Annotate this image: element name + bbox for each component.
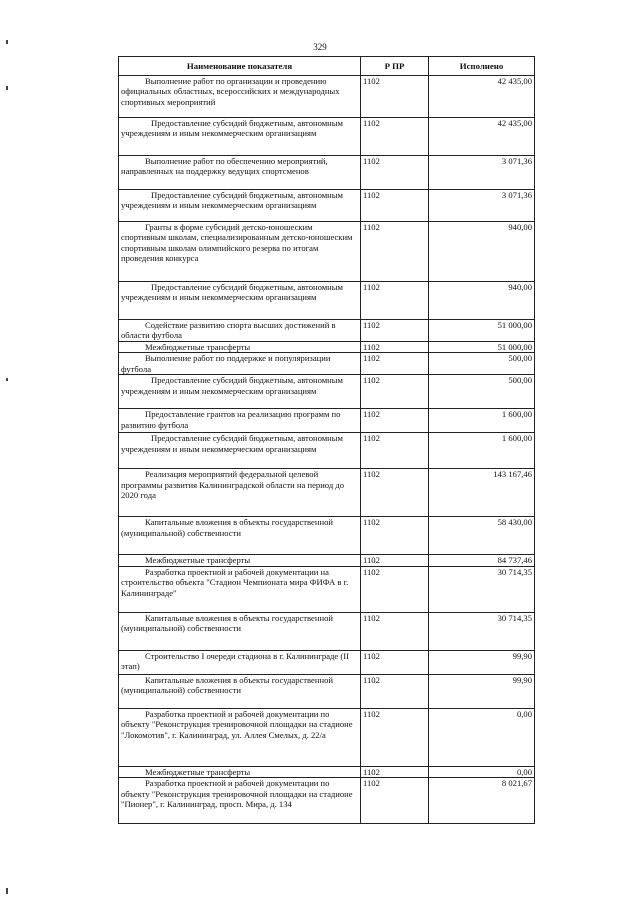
table-row [119, 555, 535, 566]
row-code: 1102 [361, 375, 429, 409]
row-name: Выполнение работ по организации и проведению официальных областных, всероссийских и международных спортивных мероприятий [119, 76, 361, 118]
row-code: 1102 [361, 353, 429, 375]
row-code: 1102 [361, 469, 429, 517]
row-code: 1102 [361, 650, 429, 674]
table-row [119, 353, 535, 375]
table-row [119, 190, 535, 222]
table-row [119, 156, 535, 190]
table-header-row [119, 57, 535, 76]
row-amount: 3 071,36 [429, 190, 535, 222]
row-name: Капитальные вложения в объекты государственной (муниципальной) собственности [119, 674, 361, 708]
row-name: Предоставление грантов на реализацию программ по развитию футбола [119, 409, 361, 433]
row-code: 1102 [361, 766, 429, 777]
row-amount: 30 714,35 [429, 566, 535, 612]
row-code: 1102 [361, 674, 429, 708]
table-row [119, 320, 535, 342]
row-code: 1102 [361, 118, 429, 156]
row-amount: 940,00 [429, 222, 535, 282]
row-amount: 99,90 [429, 674, 535, 708]
scan-mark [6, 888, 8, 894]
row-code: 1102 [361, 517, 429, 555]
row-name: Предоставление субсидий бюджетным, автономным учреждениям и иным некоммерческим организациям [119, 433, 361, 469]
table-row [119, 118, 535, 156]
table-row [119, 650, 535, 674]
table-row [119, 778, 535, 824]
row-amount: 0,00 [429, 708, 535, 766]
row-amount: 42 435,00 [429, 118, 535, 156]
row-code: 1102 [361, 708, 429, 766]
row-amount: 3 071,36 [429, 156, 535, 190]
row-name: Выполнение работ по поддержке и популяризации футбола [119, 353, 361, 375]
row-code: 1102 [361, 409, 429, 433]
row-amount: 30 714,35 [429, 612, 535, 650]
row-code: 1102 [361, 566, 429, 612]
table-row [119, 433, 535, 469]
table-row [119, 766, 535, 777]
column-header-name: Наименование показателя [119, 57, 361, 76]
table-row [119, 76, 535, 118]
row-name: Выполнение работ по обеспечению мероприятий, направленных на поддержку ведущих спортсменов [119, 156, 361, 190]
table-row [119, 612, 535, 650]
row-code: 1102 [361, 222, 429, 282]
row-amount: 8 021,67 [429, 778, 535, 824]
row-amount: 51 000,00 [429, 320, 535, 342]
row-amount: 1 600,00 [429, 433, 535, 469]
table-row [119, 708, 535, 766]
table-row [119, 409, 535, 433]
row-code: 1102 [361, 282, 429, 320]
row-amount: 940,00 [429, 282, 535, 320]
row-code: 1102 [361, 156, 429, 190]
row-code: 1102 [361, 612, 429, 650]
column-header-amount: Исполнено [429, 57, 535, 76]
row-amount: 84 737,46 [429, 555, 535, 566]
row-code: 1102 [361, 76, 429, 118]
table-row [119, 469, 535, 517]
row-name: Межбюджетные трансферты [119, 766, 361, 777]
scan-mark [6, 86, 8, 90]
column-header-code: Р ПР [361, 57, 429, 76]
table-row [119, 674, 535, 708]
row-amount: 500,00 [429, 353, 535, 375]
row-code: 1102 [361, 778, 429, 824]
table-row [119, 375, 535, 409]
row-name: Межбюджетные трансферты [119, 342, 361, 353]
row-amount: 58 430,00 [429, 517, 535, 555]
table-row [119, 517, 535, 555]
row-code: 1102 [361, 342, 429, 353]
table-row [119, 222, 535, 282]
row-amount: 0,00 [429, 766, 535, 777]
row-name: Предоставление субсидий бюджетным, автономным учреждениям и иным некоммерческим организациям [119, 375, 361, 409]
row-name: Капитальные вложения в объекты государственной (муниципальной) собственности [119, 517, 361, 555]
row-name: Содействие развитию спорта высших достижений в области футбола [119, 320, 361, 342]
row-code: 1102 [361, 433, 429, 469]
report-table [118, 56, 535, 824]
row-name: Гранты в форме субсидий детско-юношеским спортивным школам, специализированным детско-юношеским спортивным школам олимпийского резерва по итогам проведения конкурса [119, 222, 361, 282]
row-amount: 42 435,00 [429, 76, 535, 118]
row-amount: 51 000,00 [429, 342, 535, 353]
row-name: Разработка проектной и рабочей документации по объекту "Реконструкция тренировочной площадки на стадионе "Локомотив", г. Калининград, ул. Аллея Смелых, д. 22/а [119, 708, 361, 766]
row-amount: 143 167,46 [429, 469, 535, 517]
table-row [119, 282, 535, 320]
page-number: 329 [313, 42, 327, 52]
row-code: 1102 [361, 190, 429, 222]
table-row [119, 566, 535, 612]
row-name: Межбюджетные трансферты [119, 555, 361, 566]
row-name: Капитальные вложения в объекты государственной (муниципальной) собственности [119, 612, 361, 650]
table-row [119, 342, 535, 353]
row-code: 1102 [361, 555, 429, 566]
row-name: Разработка проектной и рабочей документации по объекту "Реконструкция тренировочной площадки на стадионе "Пионер", г. Калининград, просп. Мира, д. 134 [119, 778, 361, 824]
row-name: Предоставление субсидий бюджетным, автономным учреждениям и иным некоммерческим организациям [119, 190, 361, 222]
row-name: Разработка проектной и рабочей документации на строительство объекта "Стадион Чемпионата мира ФИФА в г. Калининграде" [119, 566, 361, 612]
row-amount: 1 600,00 [429, 409, 535, 433]
row-name: Реализация мероприятий федеральной целевой программы развития Калининградской области на период до 2020 года [119, 469, 361, 517]
row-amount: 99,90 [429, 650, 535, 674]
row-name: Строительство I очереди стадиона в г. Калининграде (II этап) [119, 650, 361, 674]
row-code: 1102 [361, 320, 429, 342]
scan-mark [6, 378, 8, 381]
row-amount: 500,00 [429, 375, 535, 409]
row-name: Предоставление субсидий бюджетным, автономным учреждениям и иным некоммерческим организациям [119, 118, 361, 156]
row-name: Предоставление субсидий бюджетным, автономным учреждениям и иным некоммерческим организациям [119, 282, 361, 320]
